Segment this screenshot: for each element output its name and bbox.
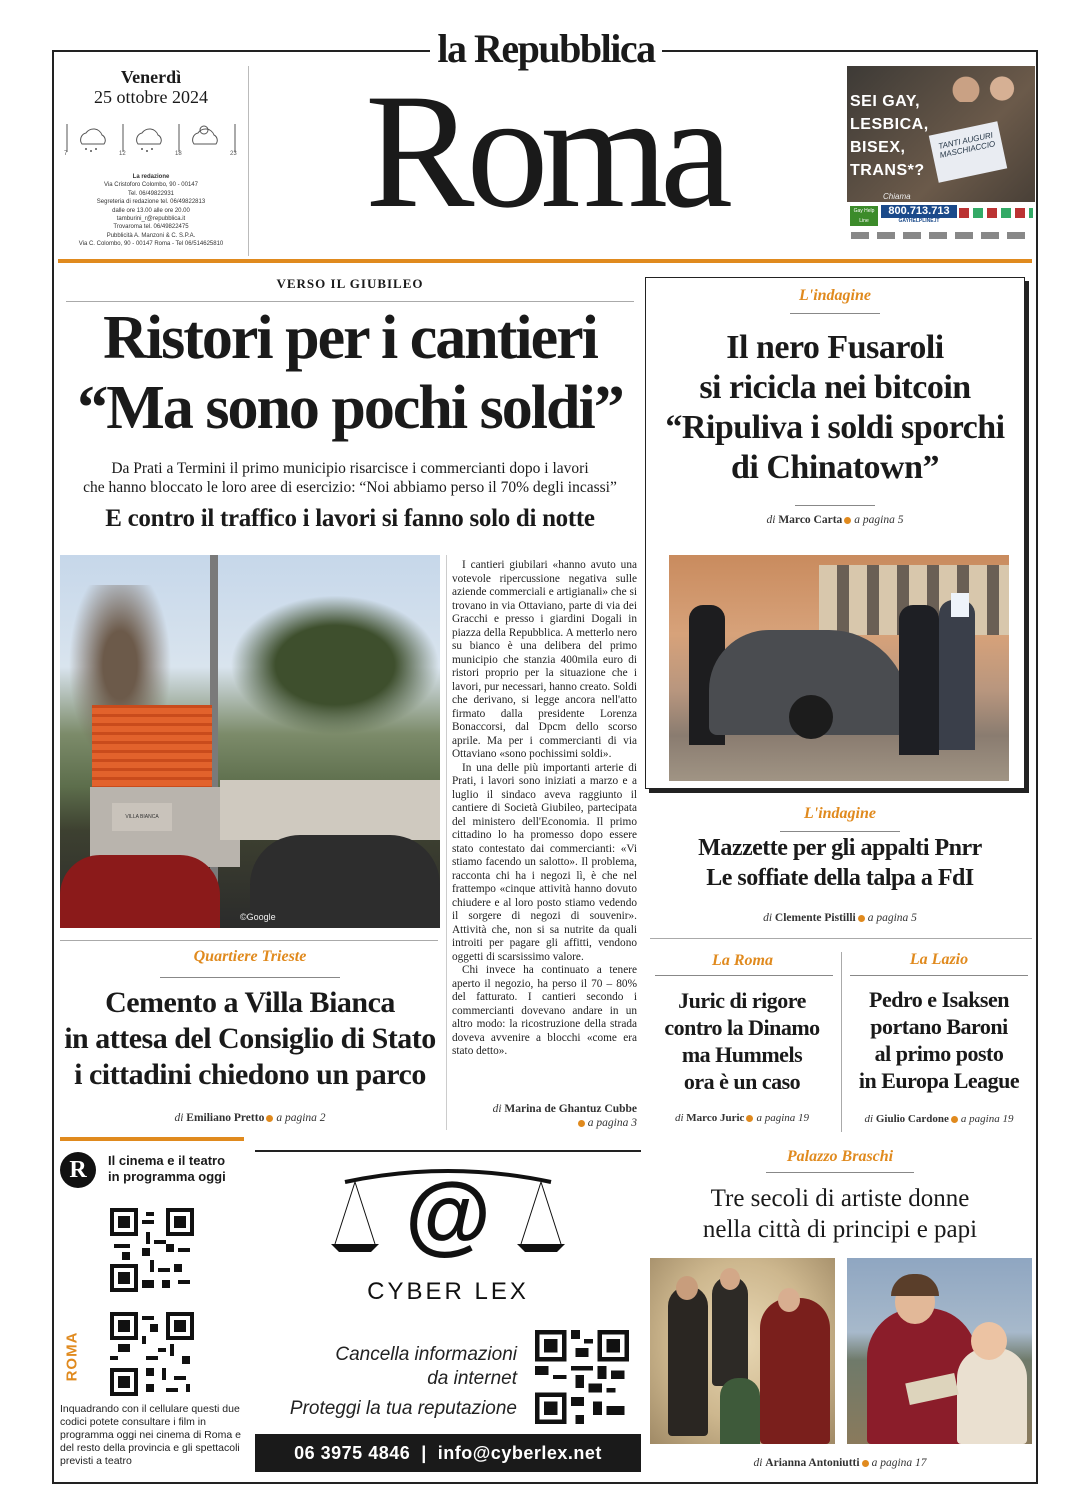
cinema-text: Inquadrando con il cellulare questi due codici potete consultare i film in programma oggi nei cinema di Roma e del resto della provincia e gli spettacoli previsti a teatro [60, 1403, 241, 1467]
main-photo [60, 555, 440, 928]
main-headline-2: “Ma sono pochi soldi” [77, 374, 623, 442]
main-subhead: E contro il traffico i lavori si fanno solo di notte [105, 505, 595, 532]
roma-headline-4: ora è un caso [683, 1069, 801, 1094]
repubblica-r-icon: R [60, 1152, 96, 1188]
villa-sign: VILLA BIANCA [112, 803, 172, 831]
mazzette-headline-1: Mazzette per gli appalti Pnrr [698, 835, 982, 861]
date-full: 25 ottobre 2024 [94, 87, 208, 107]
qr-cyberlex[interactable] [535, 1330, 629, 1424]
ad-phone: 800.713.713 [881, 205, 957, 218]
photo-credit: ©Google [240, 912, 276, 922]
roma-headline-2: contro la Dinamo [664, 1015, 820, 1040]
cinema-title: Il cinema e il teatro in programma oggi [108, 1153, 226, 1184]
at-symbol-icon: @ [405, 1164, 491, 1263]
ad-line-2: LESBICA, [850, 116, 929, 133]
villa-byline: di Emiliano Pretto a pagina 2 [174, 1112, 326, 1124]
cyberlex-line-3: Proteggi la tua reputazione [289, 1398, 517, 1419]
cyberlex-ad[interactable] [255, 1150, 641, 1472]
villa-headline-1: Cemento a Villa Bianca [105, 986, 395, 1019]
cinema-side-label: ROMA [63, 1331, 81, 1382]
redazione-info: La redazione Via Cristoforo Colombo, 90 - 00147 Tel. 06/49822931 Segreteria di redazione tel. 06/49822813 dalle ore 13.00 alle ore 20.00 tamburini_r@repubblica.it Trovaroma tel. 06/49822475 Pubblicità A. Manzoni & C. S.P.A. Via C. Colombo, 90 - 00147 Roma - Tel 06/514625810 [78, 174, 224, 248]
temp-23: 23 [230, 151, 237, 157]
temp-12: 12 [119, 151, 126, 157]
cyberlex-line-2: da internet [427, 1368, 517, 1389]
date-day: Venerdì [120, 67, 182, 87]
villa-headline-3: i cittadini chiedono un parco [74, 1058, 426, 1091]
cyberlex-line-1: Cancella informazioni [335, 1344, 517, 1365]
mazzette-headline-2: Le soffiate della talpa a FdI [706, 865, 974, 891]
lazio-headline-2: portano Baroni [870, 1014, 1008, 1039]
braschi-painting-girls [847, 1258, 1032, 1444]
lazio-byline: di Giulio Cardone a pagina 19 [864, 1113, 1014, 1125]
ad-sign: TANTI AUGURI MASCHIACCIO [929, 121, 1007, 183]
roma-headline-3: ma Hummels [681, 1042, 803, 1067]
ad-site: GAYHELPLINE.IT [898, 218, 940, 224]
main-summary-2: che hanno bloccato le loro aree di esercizio: “Noi abbiamo perso il 70% degli incassi” [83, 479, 617, 496]
braschi-byline: di Arianna Antoniutti a pagina 17 [753, 1457, 927, 1469]
ad-line-4: TRANS*? [850, 162, 925, 179]
roma-headline-1: Juric di rigore [678, 988, 806, 1013]
temp-7: 7 [64, 151, 68, 157]
ad-call: Chiama [883, 192, 911, 201]
ad-line-1: SEI GAY, [850, 93, 921, 110]
cyberlex-contact[interactable]: 06 3975 4846 | info@cyberlex.net [255, 1434, 641, 1472]
cyberlex-brand: CYBER LEX [367, 1278, 529, 1305]
main-overline: VERSO IL GIUBILEO [276, 276, 424, 291]
fusaroli-headline-1: Il nero Fusaroli [726, 329, 944, 366]
temp-18: 18 [175, 151, 182, 157]
gay-helpline-ad[interactable] [847, 66, 1035, 246]
fusaroli-headline-4: di Chinatown” [731, 449, 939, 486]
main-body: I cantieri giubilari «hanno avuto una votevole ripercussione negativa sulle aziende commerciali e artigianali» che si trovano in via Ottaviano, parte di via dei Gracchi e presso i giardini Dogali in piazza della Repubblica. A metterlo nero su bianco è una delibera del primo municipio che stanzia 400mila euro di ristori proprio per la situazione che i lavori, pur necessari, hanno creato. Soldi che derivano, si legge ancora nell'atto firmato dalla presidente Lorenza Bonaccorsi, dal Dpcm dello scorso aprile. Ma per i commercianti di via Ottaviano «sono pochissimi soldi». In una delle più importanti arterie di Prati, i lavori sono iniziati a marzo e a luglio il sindaco aveva raggiunto il cantiere di Società Giubileo, partecipata del ministero dell'Economia. Il primo cittadino lo ha promesso dopo essere stato contestato dai commercianti: «Vi stiamo facendo un salotto». Il problema, racconta chi ha i negozi lì, è che nel frattempo «cinque attività hanno dovuto chiudere e al loro posto stiamo vedendo il sorgere di negozi di souvenir». Attività che, non si sa nutrite da quali introiti per pagare gli affitti, vendono oggetti di scarsissimo valore. Chi invece ha continuato a tenere aperto il negozio, ha perso il 70 – 80% del fatturato. I cantieri secondo i commercianti dovevano andare in un altro modo: la ricostruzione della strada doveva avvenire a blocchi «come era stato detto». [452, 559, 637, 1057]
roma-byline: di Marco Juric a pagina 19 [674, 1112, 809, 1124]
fusaroli-headline-3: “Ripuliva i soldi sporchi [665, 409, 1005, 446]
edition-title: Roma [365, 61, 725, 242]
villa-headline-2: in attesa del Consiglio di Stato [64, 1022, 436, 1055]
weather-strip [64, 120, 240, 162]
roma-kicker: La Roma [712, 952, 773, 969]
lazio-headline-3: al primo posto [874, 1041, 1004, 1066]
main-summary-1: Da Prati a Termini il primo municipio risarcisce i commercianti dopo i lavori [111, 460, 589, 477]
main-byline: di Marina de Ghantuz Cubbe a pagina 3 [492, 1103, 637, 1129]
lazio-headline-1: Pedro e Isaksen [869, 987, 1009, 1012]
fusaroli-headline-2: si ricicla nei bitcoin [699, 369, 971, 406]
fusaroli-kicker: L'indagine [798, 287, 871, 304]
mazzette-byline: di Clemente Pistilli a pagina 5 [763, 912, 917, 924]
braschi-kicker: Palazzo Braschi [786, 1148, 894, 1165]
braschi-headline-2: nella città di principi e papi [702, 1216, 978, 1243]
fusaroli-byline: di Marco Carta a pagina 5 [766, 514, 904, 526]
fusaroli-photo [669, 555, 1009, 781]
lazio-kicker: La Lazio [909, 951, 969, 968]
ad-logo: Gay Help Line [850, 206, 878, 226]
qr-teatro[interactable] [110, 1312, 194, 1396]
braschi-headline-1: Tre secoli di artiste donne [710, 1185, 970, 1212]
brand-logo: la Repubblica [437, 26, 655, 71]
villa-kicker: Quartiere Trieste [193, 948, 307, 965]
mazzette-kicker: L'indagine [803, 805, 876, 822]
braschi-painting-family [650, 1258, 835, 1444]
lazio-headline-4: in Europa League [858, 1068, 1020, 1093]
qr-cinema[interactable] [110, 1208, 194, 1292]
ad-line-3: BISEX, [850, 139, 906, 156]
main-headline-1: Ristori per i cantieri [103, 304, 597, 372]
